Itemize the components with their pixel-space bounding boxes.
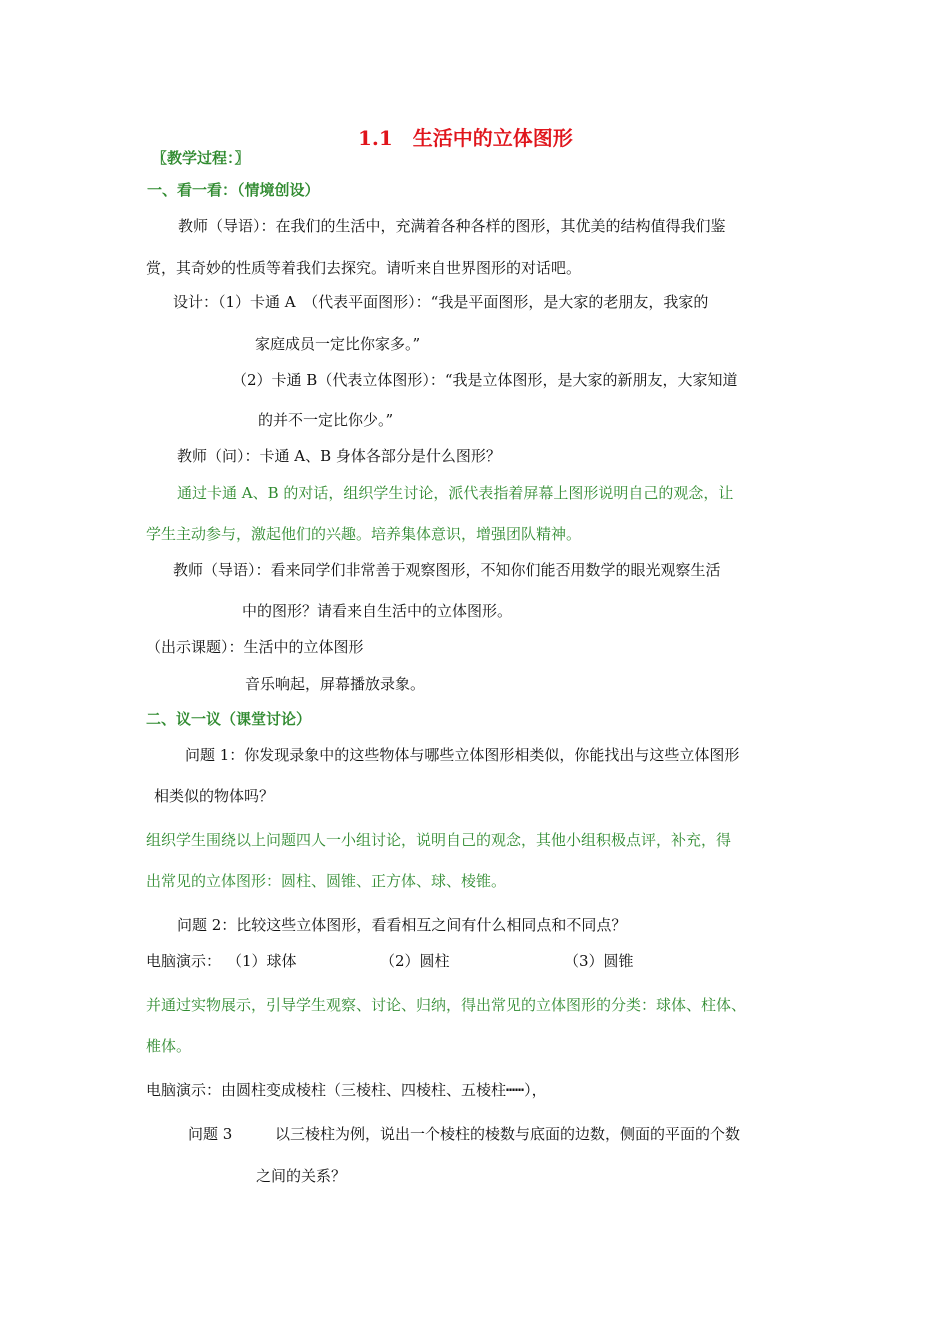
section2-heading: 二、议一议（课堂讨论） — [146, 710, 312, 728]
paragraph-line: 音乐响起，屏幕播放录象。 — [245, 675, 426, 693]
paragraph-line: 之间的关系？ — [256, 1167, 347, 1185]
paragraph-line: 教师（导语）：在我们的生活中，充满着各种各样的图形，其优美的结构值得我们鉴 — [178, 217, 726, 235]
page-title: 1.1 生活中的立体图形 — [358, 126, 573, 150]
paragraph-line: 问题 2：比较这些立体图形，看看相互之间有什么相同点和不同点？ — [177, 916, 627, 934]
paragraph-line: 设计：（1）卡通 A （代表平面图形）：“我是平面图形，是大家的老朋友，我家的 — [173, 293, 709, 311]
paragraph-line: 电脑演示：由圆柱变成棱柱（三棱柱、四棱柱、五棱柱┅┅）， — [146, 1081, 547, 1099]
demo-item: （2）圆柱 — [380, 952, 450, 970]
demo-label: 电脑演示： — [146, 952, 222, 970]
paragraph-line: 教师（导语）：看来同学们非常善于观察图形，不知你们能否用数学的眼光观察生活 — [173, 561, 721, 579]
paragraph-line: 以三棱柱为例，说出一个棱柱的棱数与底面的边数，侧面的平面的个数 — [275, 1125, 741, 1143]
paragraph-line: 家庭成员一定比你家多。” — [255, 335, 421, 353]
demo-item: （3）圆锥 — [564, 952, 634, 970]
paragraph-line: （出示课题）：生活中的立体图形 — [146, 638, 364, 656]
section1-heading: 一、看一看：（情境创设） — [147, 181, 320, 199]
teaching-note: 椎体。 — [146, 1037, 192, 1055]
teaching-note: 学生主动参与，激起他们的兴趣。培养集体意识，增强团队精神。 — [146, 525, 582, 543]
paragraph-line: 的并不一定比你少。” — [258, 411, 394, 429]
teaching-note: 出常见的立体图形：圆柱、圆锥、正方体、球、棱锥。 — [146, 872, 507, 890]
paragraph-line: （2）卡通 B（代表立体图形）：“我是立体图形，是大家的新朋友，大家知道 — [232, 371, 738, 389]
process-label: 〖教学过程：〗 — [152, 149, 250, 167]
teaching-note: 组织学生围绕以上问题四人一小组讨论，说明自己的观念，其他小组积极点评，补充，得 — [146, 831, 732, 849]
paragraph-line: 中的图形？请看来自生活中的立体图形。 — [242, 602, 513, 620]
teaching-note: 并通过实物展示，引导学生观察、讨论、归纳，得出常见的立体图形的分类：球体、柱体、 — [146, 996, 747, 1014]
paragraph-line: 相类似的物体吗？ — [154, 787, 275, 805]
demo-item: （1）球体 — [227, 952, 297, 970]
paragraph-line: 赏，其奇妙的性质等着我们去探究。请听来自世界图形的对话吧。 — [146, 259, 582, 277]
paragraph-line: 教师（问）：卡通 A、B 身体各部分是什么图形？ — [177, 447, 501, 465]
teaching-note: 通过卡通 A、B 的对话，组织学生讨论，派代表指着屏幕上图形说明自己的观念，让 — [177, 484, 734, 502]
question-label: 问题 3 — [188, 1125, 233, 1143]
paragraph-line: 问题 1：你发现录象中的这些物体与哪些立体图形相类似，你能找出与这些立体图形 — [185, 746, 740, 764]
